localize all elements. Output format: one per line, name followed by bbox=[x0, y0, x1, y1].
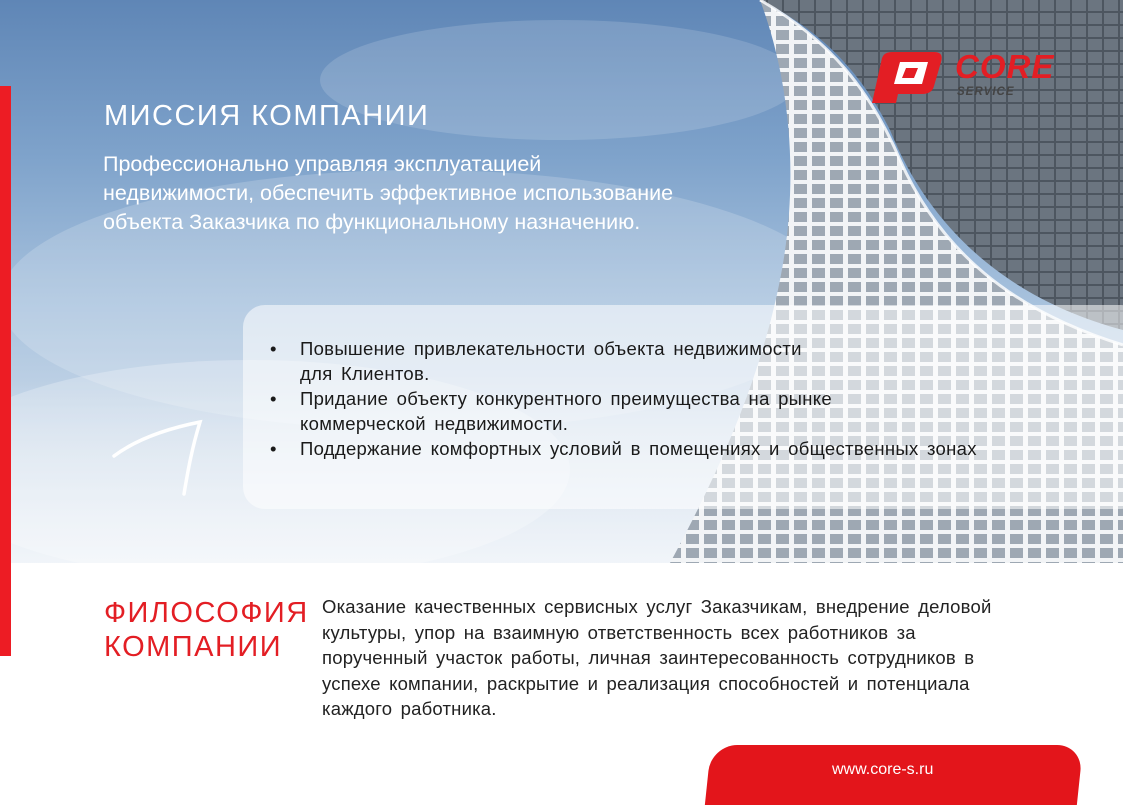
philosophy-title bbox=[104, 596, 309, 664]
philosophy-text bbox=[322, 594, 1062, 722]
goals-list bbox=[270, 336, 1050, 461]
list-item bbox=[270, 436, 1050, 461]
website-link[interactable]: www.core-s.ru bbox=[832, 761, 934, 778]
arrow-up-right-icon bbox=[108, 408, 208, 500]
mission-line: недвижимости, обеспечить эффективное использование bbox=[103, 181, 674, 205]
mission-text bbox=[103, 150, 763, 237]
goal-line: Поддержание комфортных условий в помещениях и общественных зонах bbox=[300, 438, 977, 459]
philosophy-title-line: КОМПАНИИ bbox=[104, 631, 283, 663]
goal-line: для Клиентов. bbox=[300, 363, 430, 384]
accent-bar bbox=[0, 86, 11, 656]
philosophy-line: успехе компании, раскрытие и реализация способностей и потенциала bbox=[322, 672, 970, 694]
mission-line: объекта Заказчика по функциональному назначению. bbox=[103, 210, 641, 234]
philosophy-line: культуры, упор на взаимную ответственность всех работников за bbox=[322, 621, 916, 643]
philosophy-line: порученный участок работы, личная заинтересованность сотрудников в bbox=[322, 647, 975, 668]
goal-line: Придание объекту конкурентного преимущества на рынке bbox=[300, 388, 832, 409]
philosophy-line: каждого работника. bbox=[322, 698, 497, 719]
logo-sub: SERVICE bbox=[957, 86, 1015, 98]
philosophy-title-line: ФИЛОСОФИЯ bbox=[104, 597, 309, 629]
mission-title: МИССИЯ КОМПАНИИ bbox=[104, 100, 430, 132]
mission-line: Профессионально управляя эксплуатацией bbox=[103, 152, 542, 176]
goal-line: коммерческой недвижимости. bbox=[300, 413, 569, 434]
philosophy-line: Оказание качественных сервисных услуг Заказчикам, внедрение деловой bbox=[322, 596, 992, 617]
goal-line: Повышение привлекательности объекта недвижимости bbox=[300, 338, 802, 359]
logo-brand: CORE bbox=[955, 48, 1055, 85]
list-item bbox=[270, 336, 1050, 386]
list-item bbox=[270, 386, 1050, 436]
